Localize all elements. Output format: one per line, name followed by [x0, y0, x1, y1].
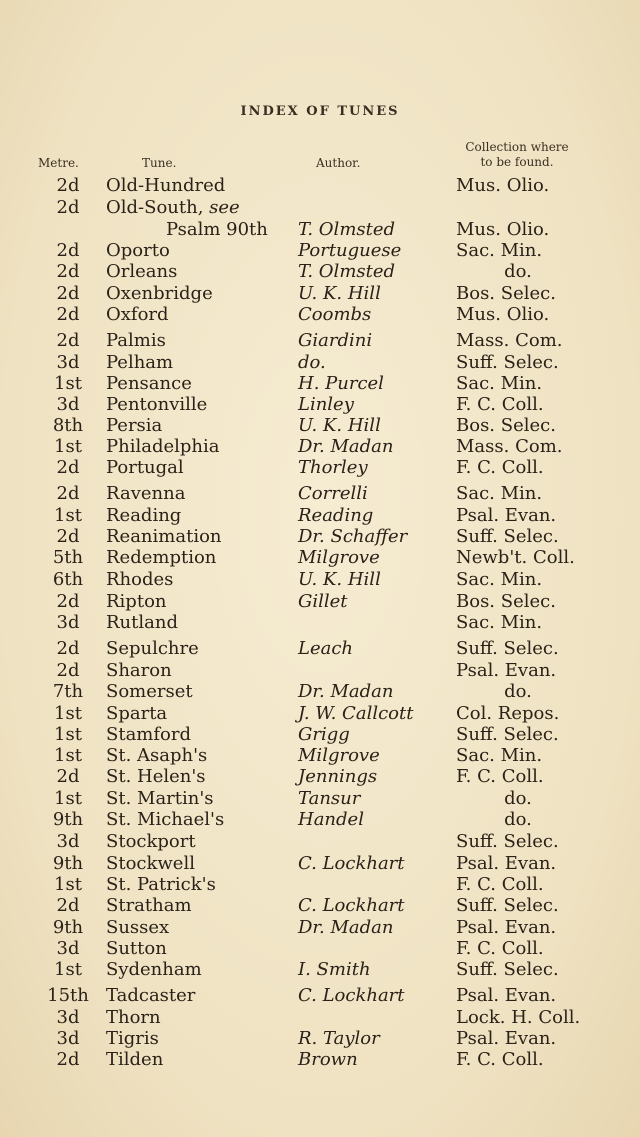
metre-cell: 2d	[56, 304, 80, 325]
tune-name: Oxenbridge	[106, 283, 213, 304]
metre-cell: 2d	[56, 766, 80, 787]
collection-cell: Sac. Min.	[456, 373, 543, 394]
author-cell: Coombs	[298, 304, 372, 325]
tune-name: Sharon	[106, 660, 172, 681]
metre-cell: 9th	[52, 853, 84, 874]
tune-name: Pensance	[106, 373, 192, 394]
author-cell: C. Lockhart	[298, 895, 405, 916]
collection-cell: Mus. Olio.	[456, 304, 550, 325]
tune-name: Sutton	[106, 938, 167, 959]
table-row	[0, 703, 640, 725]
author-cell: Dr. Madan	[298, 436, 394, 457]
tune-name: St. Michael's	[106, 809, 225, 830]
tune-name: Old-South,	[106, 197, 204, 218]
metre-cell: 15th	[47, 985, 89, 1006]
table-row	[0, 809, 640, 831]
author-cell: C. Lockhart	[298, 985, 405, 1006]
author-cell: T. Olmsted	[298, 219, 396, 240]
collection-cell: Newb't. Coll.	[456, 547, 575, 568]
table-row	[0, 394, 640, 416]
collection-cell: Suff. Selec.	[456, 724, 559, 745]
author-cell: Milgrove	[298, 745, 380, 766]
table-row	[0, 1007, 640, 1029]
tune-cell	[106, 330, 166, 352]
tune-name: St. Patrick's	[106, 874, 216, 895]
table-row	[0, 724, 640, 746]
metre-cell: 1st	[54, 703, 82, 724]
tune-name: Rhodes	[106, 569, 174, 590]
table-row	[0, 261, 640, 283]
metre-cell: 2d	[56, 1049, 80, 1070]
table-row	[0, 917, 640, 939]
metre-cell: 1st	[54, 373, 82, 394]
tune-name: St. Helen's	[106, 766, 206, 787]
author-cell: R. Taylor	[298, 1028, 380, 1049]
author-cell: H. Purcel	[298, 373, 384, 394]
tune-name: Somerset	[106, 681, 193, 702]
tune-cell	[106, 240, 170, 262]
metre-cell: 1st	[54, 745, 82, 766]
table-row	[0, 373, 640, 395]
table-row	[0, 959, 640, 981]
collection-cell: Mus. Olio.	[456, 175, 550, 196]
tune-cell	[106, 985, 195, 1007]
table-row	[0, 681, 640, 703]
author-cell: U. K. Hill	[298, 415, 381, 436]
metre-cell: 2d	[56, 483, 80, 504]
tune-cell	[106, 591, 167, 613]
tune-cell	[106, 1028, 159, 1050]
collection-cell: Psal. Evan.	[456, 917, 557, 938]
collection-cell: Lock. H. Coll.	[456, 1007, 581, 1028]
metre-cell: 2d	[56, 175, 80, 196]
tune-cell	[106, 197, 240, 219]
collection-cell: Sac. Min.	[456, 745, 543, 766]
author-cell: Dr. Madan	[298, 681, 394, 702]
tune-cell	[106, 283, 213, 305]
table-row	[0, 352, 640, 374]
table-row	[0, 874, 640, 896]
tune-name: Redemption	[106, 547, 217, 568]
author-cell: Milgrove	[298, 547, 380, 568]
metre-cell: 3d	[56, 938, 80, 959]
tune-cell	[106, 457, 184, 479]
metre-cell: 5th	[52, 547, 84, 568]
table-row	[0, 788, 640, 810]
collection-cell: Mass. Com.	[456, 436, 563, 457]
author-cell: C. Lockhart	[298, 853, 405, 874]
author-cell: Handel	[298, 809, 364, 830]
collection-cell: Suff. Selec.	[456, 526, 559, 547]
collection-cell: F. C. Coll.	[456, 1049, 544, 1070]
tune-name: Ravenna	[106, 483, 186, 504]
tune-cell	[106, 895, 192, 917]
tune-name: Sparta	[106, 703, 168, 724]
table-row	[0, 591, 640, 613]
metre-cell: 1st	[54, 959, 82, 980]
author-cell: T. Olmsted	[298, 261, 396, 282]
table-row	[0, 853, 640, 875]
author-cell: Portuguese	[298, 240, 402, 261]
collection-cell: Suff. Selec.	[456, 638, 559, 659]
tune-name: Old-Hundred	[106, 175, 226, 196]
table-row	[0, 304, 640, 326]
tune-name: Palmis	[106, 330, 166, 351]
table-row	[0, 240, 640, 262]
table-row	[0, 745, 640, 767]
tune-cell	[106, 483, 185, 505]
metre-cell: 2d	[56, 660, 80, 681]
tune-cell	[106, 917, 169, 939]
collection-cell: Mus. Olio.	[456, 219, 550, 240]
table-row	[0, 660, 640, 682]
tune-cell	[106, 938, 167, 960]
tune-cell	[106, 703, 167, 725]
metre-cell: 3d	[56, 352, 80, 373]
collection-cell: Sac. Min.	[456, 483, 543, 504]
table-row	[0, 483, 640, 505]
metre-cell: 2d	[56, 197, 80, 218]
tune-name: Sepulchre	[106, 638, 199, 659]
table-row	[0, 766, 640, 788]
collection-cell: F. C. Coll.	[456, 938, 544, 959]
author-cell: Giardini	[298, 330, 373, 351]
collection-cell: F. C. Coll.	[456, 874, 544, 895]
collection-cell: Sac. Min.	[456, 240, 543, 261]
tune-name: Stratham	[106, 895, 192, 916]
header-collection	[452, 140, 582, 170]
collection-cell: Bos. Selec.	[456, 415, 556, 436]
metre-cell: 2d	[56, 261, 80, 282]
table-row	[0, 197, 640, 219]
metre-cell: 2d	[56, 240, 80, 261]
table-row	[0, 415, 640, 437]
collection-cell: Psal. Evan.	[456, 853, 557, 874]
tune-cell	[106, 660, 172, 682]
tune-cell	[106, 809, 224, 831]
author-cell: Leach	[298, 638, 354, 659]
table-row	[0, 638, 640, 660]
tune-name: Persia	[106, 415, 163, 436]
metre-cell: 7th	[52, 681, 84, 702]
author-cell: Gillet	[298, 591, 348, 612]
author-cell: Reading	[298, 505, 374, 526]
tune-cell	[106, 853, 195, 875]
metre-cell: 3d	[56, 831, 80, 852]
tune-cell	[106, 745, 207, 767]
table-row	[0, 938, 640, 960]
metre-cell: 2d	[56, 283, 80, 304]
table-row	[0, 547, 640, 569]
table-row	[0, 1049, 640, 1071]
tune-cell	[106, 394, 207, 416]
table-row	[0, 219, 640, 241]
collection-cell: Psal. Evan.	[456, 1028, 557, 1049]
table-row	[0, 895, 640, 917]
collection-cell: Sac. Min.	[456, 612, 543, 633]
tune-name: Reanimation	[106, 526, 222, 547]
collection-cell: Bos. Selec.	[456, 283, 556, 304]
metre-cell: 2d	[56, 638, 80, 659]
header-author: Author.	[316, 156, 361, 170]
header-metre: Metre.	[38, 156, 79, 170]
tune-name: Ripton	[106, 591, 167, 612]
metre-cell: 2d	[56, 591, 80, 612]
tune-cell	[106, 505, 181, 527]
tune-cell	[106, 526, 222, 548]
table-row	[0, 283, 640, 305]
metre-cell: 3d	[56, 394, 80, 415]
collection-cell: Col. Repos.	[456, 703, 560, 724]
page-title: INDEX OF TUNES	[240, 104, 400, 119]
collection-cell: F. C. Coll.	[456, 394, 544, 415]
tune-cell	[106, 1049, 163, 1071]
author-cell: I. Smith	[298, 959, 371, 980]
table-row	[0, 505, 640, 527]
table-row	[0, 436, 640, 458]
tune-name: Pentonville	[106, 394, 208, 415]
tune-name: Oxford	[106, 304, 169, 325]
header-collection-line1: Collection where	[465, 140, 569, 154]
header-tune: Tune.	[142, 156, 177, 170]
metre-cell: 1st	[54, 874, 82, 895]
tune-note: see	[209, 197, 240, 218]
metre-cell: 1st	[54, 505, 82, 526]
author-cell: Jennings	[298, 766, 378, 787]
tune-cell	[106, 261, 177, 283]
collection-cell: F. C. Coll.	[456, 766, 544, 787]
collection-cell: Mass. Com.	[456, 330, 563, 351]
collection-cell: F. C. Coll.	[456, 457, 544, 478]
table-row	[0, 612, 640, 634]
table-row	[0, 457, 640, 479]
metre-cell: 6th	[52, 569, 84, 590]
tune-cell	[106, 547, 216, 569]
collection-cell: Psal. Evan.	[456, 505, 557, 526]
tune-cell	[166, 219, 268, 241]
tune-name: St. Asaph's	[106, 745, 208, 766]
tune-name: Tigris	[106, 1028, 159, 1049]
tune-name: Stockport	[106, 831, 196, 852]
tune-name: Oporto	[106, 240, 170, 261]
tune-name: Tadcaster	[106, 985, 196, 1006]
table-row	[0, 175, 640, 197]
tune-name: Portugal	[106, 457, 184, 478]
tune-name: Pelham	[106, 352, 174, 373]
tune-name: Orleans	[106, 261, 178, 282]
author-cell: Linley	[298, 394, 354, 415]
tune-cell	[106, 959, 202, 981]
tune-name: Thorn	[106, 1007, 161, 1028]
table-row	[0, 985, 640, 1007]
author-cell: Correlli	[298, 483, 368, 504]
author-cell: Thorley	[298, 457, 368, 478]
header-collection-line2: to be found.	[480, 155, 554, 169]
collection-cell: Suff. Selec.	[456, 895, 559, 916]
tune-cell	[106, 175, 225, 197]
author-cell: Dr. Schaffer	[298, 526, 408, 547]
tune-cell	[106, 415, 162, 437]
author-cell: Grigg	[298, 724, 350, 745]
table-row	[0, 1028, 640, 1050]
tune-name: Tilden	[106, 1049, 164, 1070]
metre-cell: 1st	[54, 436, 82, 457]
table-row	[0, 831, 640, 853]
metre-cell: 8th	[52, 415, 84, 436]
tune-name: St. Martin's	[106, 788, 214, 809]
collection-cell: Sac. Min.	[456, 569, 543, 590]
tune-cell	[106, 569, 173, 591]
collection-cell: Suff. Selec.	[456, 959, 559, 980]
table-row	[0, 330, 640, 352]
tune-cell	[106, 373, 192, 395]
collection-cell: do.	[504, 809, 532, 830]
tune-cell	[106, 352, 173, 374]
table-row	[0, 569, 640, 591]
metre-cell: 2d	[56, 895, 80, 916]
tune-name: Stamford	[106, 724, 191, 745]
collection-cell: Suff. Selec.	[456, 352, 559, 373]
author-cell: Dr. Madan	[298, 917, 394, 938]
tune-name: Psalm 90th	[166, 219, 268, 240]
metre-cell: 9th	[52, 809, 84, 830]
tune-name: Rutland	[106, 612, 178, 633]
metre-cell: 2d	[56, 330, 80, 351]
collection-cell: Psal. Evan.	[456, 985, 557, 1006]
metre-cell: 1st	[54, 788, 82, 809]
metre-cell: 2d	[56, 457, 80, 478]
collection-cell: Bos. Selec.	[456, 591, 556, 612]
table-row	[0, 526, 640, 548]
tune-cell	[106, 304, 169, 326]
tune-name: Sussex	[106, 917, 170, 938]
author-cell: J. W. Callcott	[298, 703, 414, 724]
tune-cell	[106, 1007, 161, 1029]
tune-name: Reading	[106, 505, 182, 526]
collection-cell: Suff. Selec.	[456, 831, 559, 852]
metre-cell: 2d	[56, 526, 80, 547]
tune-cell	[106, 724, 191, 746]
collection-cell: do.	[504, 788, 532, 809]
tune-cell	[106, 874, 216, 896]
tune-name: Stockwell	[106, 853, 195, 874]
author-cell: do.	[298, 352, 326, 373]
metre-cell: 3d	[56, 612, 80, 633]
author-cell: U. K. Hill	[298, 283, 381, 304]
metre-cell: 3d	[56, 1007, 80, 1028]
tune-cell	[106, 766, 206, 788]
tune-cell	[106, 612, 178, 634]
author-cell: U. K. Hill	[298, 569, 381, 590]
author-cell: Tansur	[298, 788, 361, 809]
tune-cell	[106, 788, 214, 810]
tune-cell	[106, 681, 193, 703]
metre-cell: 1st	[54, 724, 82, 745]
tune-name: Philadelphia	[106, 436, 220, 457]
tune-cell	[106, 831, 196, 853]
collection-cell: do.	[504, 261, 532, 282]
author-cell: Brown	[298, 1049, 358, 1070]
metre-cell: 9th	[52, 917, 84, 938]
collection-cell: Psal. Evan.	[456, 660, 557, 681]
metre-cell: 3d	[56, 1028, 80, 1049]
tune-cell	[106, 436, 219, 458]
collection-cell: do.	[504, 681, 532, 702]
tune-cell	[106, 638, 199, 660]
tune-name: Sydenham	[106, 959, 202, 980]
